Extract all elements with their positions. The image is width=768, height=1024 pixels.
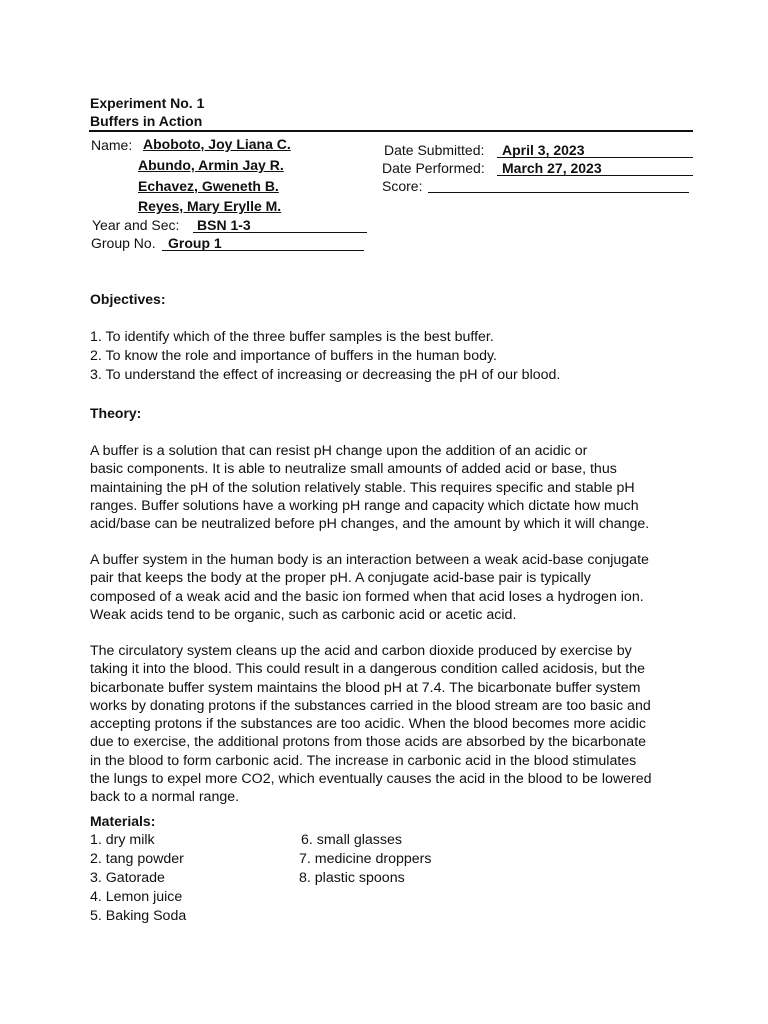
theory-line: acid/base can be neutralized before pH changes, and the amount by which it will change. <box>90 516 650 533</box>
experiment-number: Experiment No. 1 <box>90 95 205 111</box>
group-value: Group 1 <box>168 235 222 251</box>
theory-line: A buffer system in the human body is an interaction between a weak acid-base conjugate <box>90 552 649 568</box>
score-label: Score: <box>382 178 423 194</box>
date-performed-underline <box>497 175 693 176</box>
objective-item: 2. To know the role and importance of buffers in the human body. <box>90 348 497 364</box>
objective-item: 3. To understand the effect of increasing or decreasing the pH of our blood. <box>90 367 561 383</box>
score-underline <box>428 192 689 193</box>
material-item: 8. plastic spoons <box>299 870 405 886</box>
date-submitted-value: April 3, 2023 <box>502 142 585 158</box>
header-rule <box>89 130 693 132</box>
date-submitted-underline <box>497 157 693 158</box>
theory-line: taking it into the blood. This could result in a dangerous condition called acidosis, but the <box>90 661 645 678</box>
theory-line: due to exercise, the additional protons from those acids are absorbed by the bicarbonate <box>90 734 647 751</box>
year-sec-label: Year and Sec: <box>92 217 180 233</box>
theory-paragraph-3 <box>90 642 690 807</box>
theory-line: ranges. Buffer solutions have a working pH range and capacity which dictate how much <box>90 497 639 514</box>
date-submitted-label: Date Submitted: <box>384 142 485 158</box>
theory-line: A buffer is a solution that can resist pH change upon the addition of an acidic or <box>90 443 588 459</box>
theory-line: Weak acids tend to be organic, such as carbonic acid or acetic acid. <box>90 606 517 623</box>
theory-line: back to a normal range. <box>90 789 240 806</box>
materials-heading: Materials: <box>90 813 156 829</box>
theory-line: composed of a weak acid and the basic ion formed when that acid loses a hydrogen ion. <box>90 588 644 605</box>
theory-paragraph-1 <box>90 442 690 533</box>
member-name-2: Abundo, Armin Jay R. <box>138 157 284 173</box>
group-underline <box>162 250 364 251</box>
theory-line: bicarbonate buffer system maintains the blood pH at 7.4. The bicarbonate buffer system <box>90 679 641 696</box>
material-item: 6. small glasses <box>301 832 402 848</box>
member-name-1: Aboboto, Joy Liana C. <box>143 136 291 152</box>
member-name-4: Reyes, Mary Erylle M. <box>138 198 282 214</box>
theory-line: in the blood to form carbonic acid. The increase in carbonic acid in the blood stimulates <box>90 752 637 769</box>
theory-line: The circulatory system cleans up the acid and carbon dioxide produced by exercise by <box>90 643 632 659</box>
material-item: 3. Gatorade <box>90 870 165 886</box>
material-item: 7. medicine droppers <box>299 851 432 867</box>
theory-line: pair that keeps the body at the proper pH. A conjugate acid-base pair is typically <box>90 570 591 587</box>
group-label: Group No. <box>91 235 156 251</box>
date-performed-value: March 27, 2023 <box>502 160 602 176</box>
date-performed-label: Date Performed: <box>382 160 485 176</box>
objective-item: 1. To identify which of the three buffer samples is the best buffer. <box>90 329 494 345</box>
material-item: 1. dry milk <box>90 832 155 848</box>
objectives-heading: Objectives: <box>90 291 166 307</box>
theory-heading: Theory: <box>90 405 142 421</box>
year-sec-underline <box>193 232 367 233</box>
year-sec-value: BSN 1-3 <box>197 217 251 233</box>
name-label: Name: <box>91 137 133 153</box>
theory-line: maintaining the pH of the solution relatively stable. This requires specific and stable pH <box>90 479 635 496</box>
experiment-title: Buffers in Action <box>90 113 203 129</box>
theory-line: accepting protons if the substances are too acidic. When the blood becomes more acidic <box>90 716 646 733</box>
theory-paragraph-2 <box>90 551 690 624</box>
theory-line: the lungs to expel more CO2, which eventually causes the acid in the blood to be lowered <box>90 771 652 788</box>
member-name-3: Echavez, Gweneth B. <box>138 178 279 194</box>
theory-line: basic components. It is able to neutralize small amounts of added acid or base, thus <box>90 461 617 478</box>
material-item: 2. tang powder <box>90 851 184 867</box>
theory-line: works by donating protons if the substances carried in the blood stream are too basic and <box>90 697 651 714</box>
material-item: 4. Lemon juice <box>90 889 183 905</box>
material-item: 5. Baking Soda <box>90 908 187 924</box>
